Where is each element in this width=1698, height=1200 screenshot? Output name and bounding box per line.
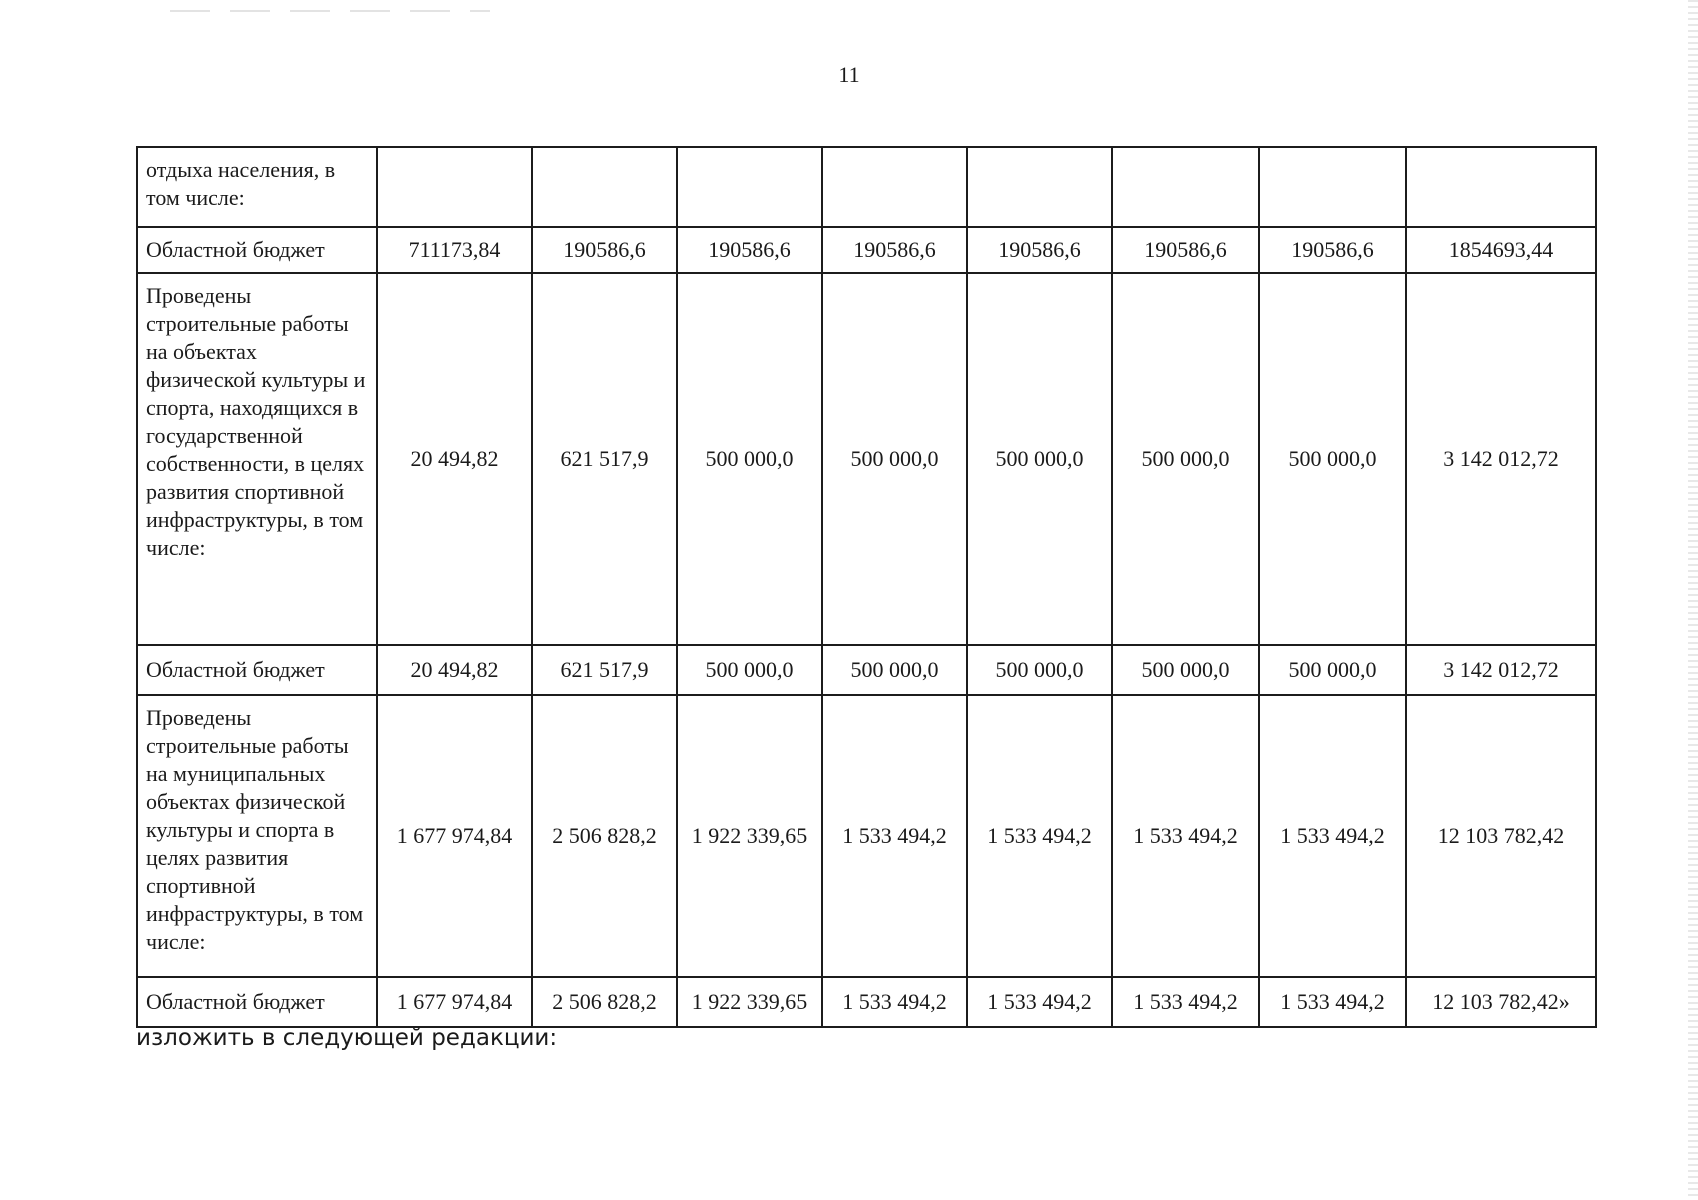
value-cell: [677, 147, 822, 227]
value-cell: 1 533 494,2: [967, 977, 1112, 1027]
value-cell: 500 000,0: [677, 645, 822, 695]
value-cell: 500 000,0: [1259, 645, 1406, 695]
value-cell: 190586,6: [967, 227, 1112, 273]
total-cell: 3 142 012,72: [1406, 645, 1596, 695]
value-cell: 1 533 494,2: [967, 695, 1112, 977]
value-cell: 500 000,0: [1112, 273, 1259, 645]
value-cell: 500 000,0: [822, 273, 967, 645]
value-cell: 500 000,0: [967, 273, 1112, 645]
table-row: [137, 977, 1596, 1027]
value-cell: [1259, 147, 1406, 227]
budget-table: [136, 146, 1597, 1028]
value-cell: 1 677 974,84: [377, 695, 532, 977]
value-cell: 500 000,0: [677, 273, 822, 645]
value-cell: 1 677 974,84: [377, 977, 532, 1027]
row-label: отдыха населения, в том числе:: [137, 147, 377, 227]
value-cell: 1 533 494,2: [1112, 977, 1259, 1027]
page-number: 11: [838, 62, 860, 87]
value-cell: [1112, 147, 1259, 227]
value-cell: [967, 147, 1112, 227]
value-cell: 1 533 494,2: [1112, 695, 1259, 977]
value-cell: 190586,6: [1259, 227, 1406, 273]
total-cell: 12 103 782,42»: [1406, 977, 1596, 1027]
row-label: Областной бюджет: [137, 227, 377, 273]
scan-artifact-edge: [1688, 0, 1698, 1200]
total-cell: 12 103 782,42: [1406, 695, 1596, 977]
value-cell: 1 533 494,2: [822, 977, 967, 1027]
value-cell: 2 506 828,2: [532, 977, 677, 1027]
row-label: Проведены строительные работы на объектах физической культуры и спорта, находящихся в государственной собственности, в целях развития спортивной инфраструктуры, в том числе:: [137, 273, 377, 645]
value-cell: 621 517,9: [532, 645, 677, 695]
table-row: [137, 695, 1596, 977]
row-label: Областной бюджет: [137, 645, 377, 695]
total-cell: 1854693,44: [1406, 227, 1596, 273]
value-cell: [377, 147, 532, 227]
table-row: [137, 645, 1596, 695]
value-cell: 190586,6: [677, 227, 822, 273]
value-cell: 1 922 339,65: [677, 977, 822, 1027]
value-cell: 1 533 494,2: [1259, 695, 1406, 977]
table-row: [137, 147, 1596, 227]
table-row: [137, 227, 1596, 273]
value-cell: [822, 147, 967, 227]
value-cell: 1 533 494,2: [1259, 977, 1406, 1027]
total-cell: [1406, 147, 1596, 227]
value-cell: 190586,6: [822, 227, 967, 273]
value-cell: 20 494,82: [377, 273, 532, 645]
value-cell: 500 000,0: [967, 645, 1112, 695]
value-cell: 190586,6: [1112, 227, 1259, 273]
value-cell: 500 000,0: [1112, 645, 1259, 695]
table-row: [137, 273, 1596, 645]
total-cell: 3 142 012,72: [1406, 273, 1596, 645]
value-cell: 20 494,82: [377, 645, 532, 695]
value-cell: 2 506 828,2: [532, 695, 677, 977]
row-label: Областной бюджет: [137, 977, 377, 1027]
value-cell: 1 533 494,2: [822, 695, 967, 977]
footer-text: изложить в следующей редакции:: [136, 1025, 558, 1051]
scan-artifact-top: [170, 10, 490, 12]
value-cell: 711173,84: [377, 227, 532, 273]
value-cell: 500 000,0: [1259, 273, 1406, 645]
value-cell: 190586,6: [532, 227, 677, 273]
value-cell: 1 922 339,65: [677, 695, 822, 977]
row-label: Проведены строительные работы на муниципальных объектах физической культуры и спорта в целях развития спортивной инфраструктуры, в том числе:: [137, 695, 377, 977]
value-cell: [532, 147, 677, 227]
value-cell: 500 000,0: [822, 645, 967, 695]
value-cell: 621 517,9: [532, 273, 677, 645]
